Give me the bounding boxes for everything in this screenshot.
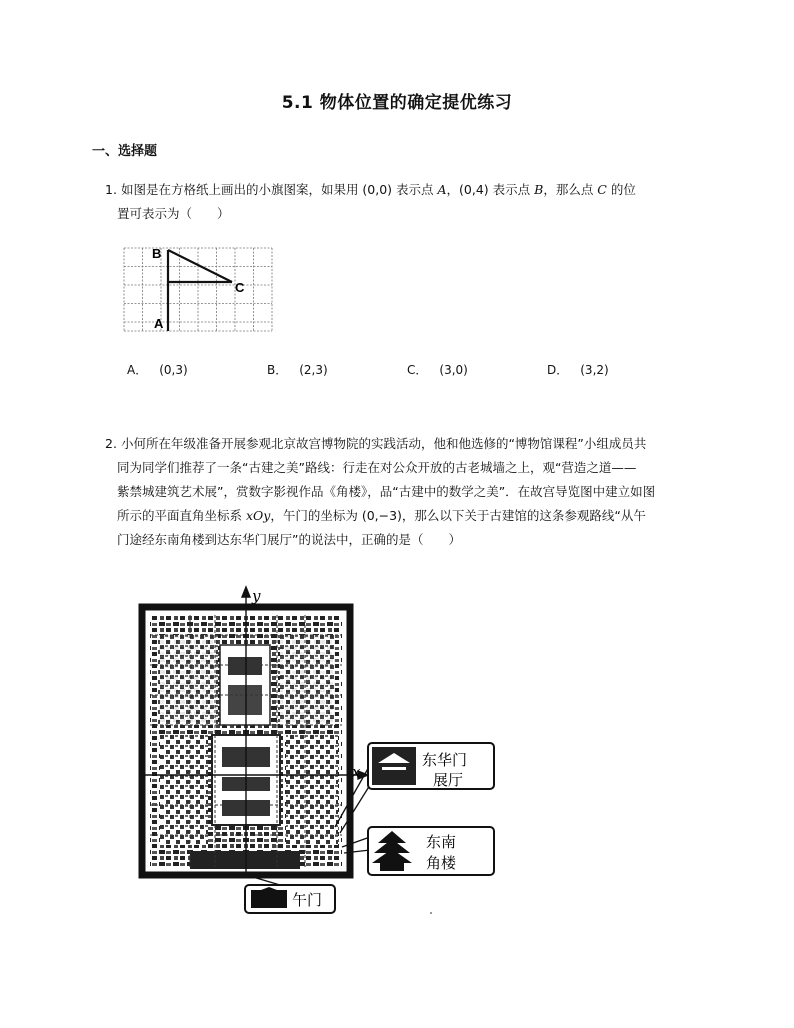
flag-shape xyxy=(168,250,232,331)
wumen-label: 午门 xyxy=(292,891,323,909)
point-a-label: A xyxy=(437,182,447,197)
question-2-line-2: 同为同学们推荐了一条“古建之美”路线：行走在对公众开放的古老城墙之上，观“营造之道—— xyxy=(117,460,637,475)
option-value: (3,2) xyxy=(580,363,609,377)
question-text: 的位 xyxy=(606,182,636,197)
question-text: 所示的平面直角坐标系 xyxy=(117,508,246,523)
x-axis-label: x xyxy=(352,763,361,781)
flag-grid-figure xyxy=(118,242,278,338)
option-b[interactable] xyxy=(267,361,328,378)
option-label: D． xyxy=(547,363,569,377)
palace-map-figure xyxy=(130,585,500,915)
question-number: 2. xyxy=(105,436,117,451)
question-1 xyxy=(105,178,705,226)
grid-lines xyxy=(124,248,272,331)
east-gate-callout xyxy=(368,743,494,789)
question-2-line-5: 门途经东南角楼到达东华门展厅”的说法中，正确的是（ ） xyxy=(117,532,461,547)
point-a-figure-label: A xyxy=(154,316,164,331)
question-text: 如图是在方格纸上画出的小旗图案，如果用 (0,0) 表示点 xyxy=(120,182,438,197)
coordinate-system-label: xOy xyxy=(245,508,271,523)
question-1-line-1 xyxy=(105,178,705,202)
option-label: B． xyxy=(267,363,288,377)
option-value: (3,0) xyxy=(439,363,468,377)
page-mark xyxy=(430,912,432,914)
east-gate-label: 东华门 xyxy=(422,751,468,769)
question-2 xyxy=(105,432,715,552)
point-c-label: C xyxy=(597,182,607,197)
point-c-figure-label: C xyxy=(235,280,245,295)
question-text: 小何所在年级准备开展参观北京故宫博物院的实践活动，他和他选修的“博物馆课程”小组成员共 xyxy=(120,436,647,451)
question-number: 1. xyxy=(105,182,117,197)
option-d[interactable] xyxy=(547,361,609,378)
corner-tower-label-1: 东南 xyxy=(426,833,457,851)
point-b-figure-label: B xyxy=(152,246,162,261)
point-b-label: B xyxy=(534,182,544,197)
southeast-corner-tower-callout xyxy=(368,827,494,875)
option-value: (0,3) xyxy=(159,363,188,377)
option-label: C． xyxy=(407,363,428,377)
option-c[interactable] xyxy=(407,361,468,378)
option-value: (2,3) xyxy=(299,363,328,377)
question-2-line-4 xyxy=(105,504,715,528)
option-label: A． xyxy=(127,363,148,377)
question-1-line-2: 置可表示为（ ） xyxy=(117,206,230,221)
east-gate-hall-label: 展厅 xyxy=(433,771,464,789)
question-text: ，(0,4) 表示点 xyxy=(446,182,535,197)
wumen-callout xyxy=(245,875,335,913)
page-title: 5.1 物体位置的确定提优练习 xyxy=(281,93,513,113)
question-text: ，午门的坐标为 (0,−3)，那么以下关于古建馆的这条参观路线“从午 xyxy=(270,508,646,523)
corner-tower-label-2: 角楼 xyxy=(426,854,457,872)
section-heading: 一、选择题 xyxy=(92,144,158,159)
question-2-line-3: 紫禁城建筑艺术展”，赏数字影视作品《角楼》，品“古建中的数学之美”．在故宫导览图中建立如图 xyxy=(117,484,656,499)
question-text: ，那么点 xyxy=(543,182,598,197)
y-axis-arrow xyxy=(242,587,250,597)
y-axis-label: y xyxy=(252,587,261,605)
flag-edge-bc xyxy=(168,250,232,282)
question-2-line-1 xyxy=(105,432,715,456)
option-a[interactable] xyxy=(127,361,188,378)
